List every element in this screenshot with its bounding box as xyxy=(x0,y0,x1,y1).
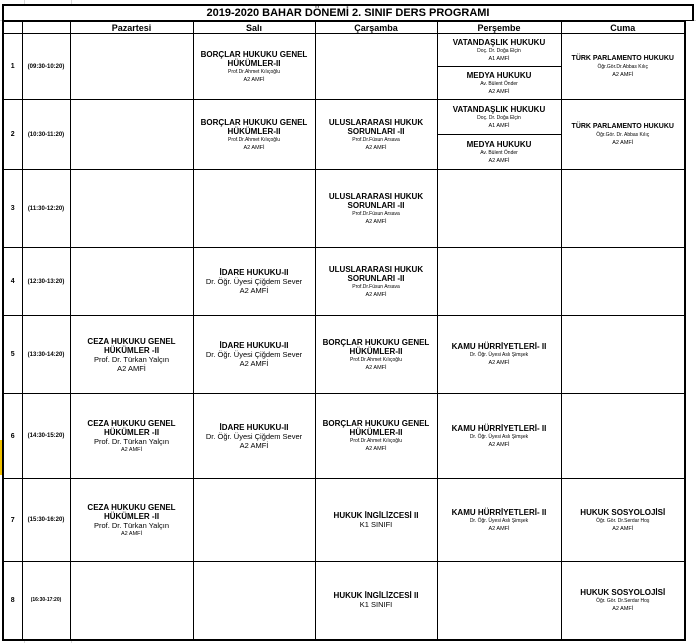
course-room: A2 AMFİ xyxy=(488,360,510,366)
course-name: KAMU HÜRRİYETLERİ- II xyxy=(451,423,547,433)
slot-number: 5 xyxy=(3,316,22,394)
course-room: A2 AMFİ xyxy=(239,286,269,295)
course-room: A2 AMFİ xyxy=(365,364,387,371)
course-room: A2 AMFİ xyxy=(488,88,510,95)
header-day: Çarşamba xyxy=(315,21,437,34)
course-cell xyxy=(193,34,315,100)
course-instructor: Dr. Öğr. Üyesi Aslı Şimşek xyxy=(469,433,529,440)
course-cell xyxy=(438,66,561,99)
course-name: MEDYA HUKUKU xyxy=(466,70,532,80)
course-cell xyxy=(438,134,561,169)
slot-number: 2 xyxy=(3,100,22,170)
cell-empty xyxy=(70,562,193,640)
cell-empty xyxy=(437,248,561,316)
course-instructor: Prof.Dr.Füsun Arsava xyxy=(352,136,400,143)
course-instructor: Prof.Dr.Ahmet Kılıçoğlu xyxy=(228,136,280,143)
course-room: A2 AMFİ xyxy=(488,441,510,448)
course-room: A2 AMFİ xyxy=(243,144,265,151)
course-name: İDARE HUKUKU-II xyxy=(219,268,289,277)
cell-empty xyxy=(437,562,561,640)
slot-time: (13:30-14:20) xyxy=(22,316,70,394)
header-day: Cuma xyxy=(561,21,685,34)
course-cell xyxy=(437,316,561,394)
course-instructor: Dr. Öğr. Üyesi Çiğdem Sever xyxy=(205,350,303,359)
course-room: A2 AMFİ xyxy=(365,144,387,151)
course-room: A2 AMFİ xyxy=(612,605,634,612)
course-cell xyxy=(315,170,437,248)
course-instructor: Prof.Dr.Füsun Arsava xyxy=(352,283,400,290)
course-instructor: Prof.Dr.Füsun Arsava xyxy=(352,210,400,217)
course-name: BORÇLAR HUKUKU GENEL HÜKÜMLER-II xyxy=(322,337,430,356)
split-cell xyxy=(437,34,561,100)
course-name: BORÇLAR HUKUKU GENEL HÜKÜMLER-II xyxy=(322,419,430,437)
course-name: CEZA HUKUKU GENEL HÜKÜMLER -II xyxy=(87,336,176,355)
course-cell xyxy=(561,100,685,170)
slot-number: 3 xyxy=(3,170,22,248)
course-cell xyxy=(193,394,315,479)
slot-number: 4 xyxy=(3,248,22,316)
slot-number: 8 xyxy=(3,562,22,640)
course-cell xyxy=(315,248,437,316)
course-cell xyxy=(193,316,315,394)
course-instructor: Öğr. Gör. Dr.Serdar Hoş xyxy=(596,597,650,604)
course-room: A2 AMFİ xyxy=(488,525,510,532)
course-cell xyxy=(438,100,561,134)
course-room: A1 AMFİ xyxy=(488,55,510,62)
course-name: BORÇLAR HUKUKU GENEL HÜKÜMLER-II xyxy=(200,49,308,68)
cell-empty xyxy=(70,100,193,170)
course-instructor: Prof. Dr. Türkan Yalçın xyxy=(93,354,170,364)
course-room: A2 AMFİ xyxy=(243,76,265,83)
cell-empty xyxy=(561,248,685,316)
course-instructor: Doç. Dr. Doğa Elçin xyxy=(477,47,521,54)
course-name: BORÇLAR HUKUKU GENEL HÜKÜMLER-II xyxy=(200,117,308,136)
course-instructor: Dr. Öğr. Üyesi Aslı Şimşek xyxy=(469,352,529,358)
page-title: 2019-2020 BAHAR DÖNEMİ 2. SINIF DERS PROGRAMI xyxy=(2,4,694,21)
slot-time: (15:30-16:20) xyxy=(22,479,70,562)
course-name: CEZA HUKUKU GENEL HÜKÜMLER -II xyxy=(87,418,176,437)
course-room: A1 AMFİ xyxy=(488,122,510,129)
course-name: İDARE HUKUKU-II xyxy=(219,422,289,432)
cell-empty xyxy=(193,479,315,562)
slot-number: 1 xyxy=(3,34,22,100)
header-day: Pazartesi xyxy=(70,21,193,34)
slot-time: (16:30-17:20) xyxy=(22,562,70,640)
course-instructor: Prof. Dr. Türkan Yalçın xyxy=(93,520,170,530)
course-instructor: Prof.Dr.Ahmet Kılıçoğlu xyxy=(350,438,402,444)
course-name: VATANDAŞLIK HUKUKU xyxy=(452,104,546,114)
course-name: TÜRK PARLAMENTO HUKUKU xyxy=(571,55,674,62)
course-name: HUKUK İNGİLİZCESİ II xyxy=(333,511,419,520)
cell-empty xyxy=(70,34,193,100)
course-room: A2 AMFİ xyxy=(117,363,146,373)
course-cell xyxy=(315,394,437,479)
course-name: TÜRK PARLAMENTO HUKUKU xyxy=(571,123,674,130)
course-instructor: Öğr. Gör. Dr.Serdar Hoş xyxy=(596,517,650,524)
course-room: A2 AMFİ xyxy=(120,530,143,537)
course-name: HUKUK İNGİLİZCESİ II xyxy=(333,591,419,601)
cell-empty xyxy=(561,316,685,394)
header-day: Salı xyxy=(193,21,315,34)
split-cell xyxy=(437,100,561,170)
cell-empty xyxy=(70,248,193,316)
header-day: Perşembe xyxy=(437,21,561,34)
course-name: KAMU HÜRRİYETLERİ- II xyxy=(451,342,547,351)
course-cell xyxy=(315,100,437,170)
course-cell xyxy=(438,34,561,66)
course-instructor: Prof.Dr.Ahmet Kılıçoğlu xyxy=(228,68,280,75)
course-name: HUKUK SOSYOLOJİSİ xyxy=(580,507,666,517)
slot-time: (11:30-12:20) xyxy=(22,170,70,248)
course-cell xyxy=(315,316,437,394)
course-room: A2 AMFİ xyxy=(612,525,634,532)
course-instructor: Dr. Öğr. Üyesi Çiğdem Sever xyxy=(205,431,303,441)
course-cell xyxy=(70,394,193,479)
course-cell xyxy=(315,479,437,562)
course-cell xyxy=(437,479,561,562)
cell-empty xyxy=(70,170,193,248)
course-cell xyxy=(561,562,685,640)
course-instructor: Av. Bülent Önder xyxy=(480,80,518,87)
course-instructor: Prof.Dr.Ahmet Kılıçoğlu xyxy=(350,356,402,363)
course-room: A2 AMFİ xyxy=(612,140,634,146)
course-name: ULUSLARARASI HUKUK SORUNLARI -II xyxy=(328,191,424,210)
header-empty xyxy=(3,21,22,34)
course-room: A2 AMFİ xyxy=(612,72,634,78)
course-name: ULUSLARARASI HUKUK SORUNLARI -II xyxy=(328,117,424,136)
course-room: A2 AMFİ xyxy=(365,446,387,452)
schedule-table xyxy=(2,20,686,641)
course-instructor: Öğr.Gör. Dr. Abbas Kılıç xyxy=(596,132,650,138)
cell-empty xyxy=(561,394,685,479)
slot-time: (14:30-15:20) xyxy=(22,394,70,479)
slot-number: 6 xyxy=(3,394,22,479)
header-empty xyxy=(22,21,70,34)
course-room: A2 AMFİ xyxy=(239,440,269,450)
course-cell xyxy=(561,34,685,100)
course-room: A2 AMFİ xyxy=(488,157,510,164)
cell-empty xyxy=(437,170,561,248)
course-room: A2 AMFİ xyxy=(365,291,387,298)
course-cell xyxy=(193,248,315,316)
course-name: CEZA HUKUKU GENEL HÜKÜMLER -II xyxy=(87,502,176,521)
cell-empty xyxy=(315,34,437,100)
cell-empty xyxy=(561,170,685,248)
slot-time: (09:30-10:20) xyxy=(22,34,70,100)
slot-time: (10:30-11:20) xyxy=(22,100,70,170)
course-name: İDARE HUKUKU-II xyxy=(219,341,289,350)
course-name: KAMU HÜRRİYETLERİ- II xyxy=(451,507,547,517)
course-instructor: Dr. Öğr. Üyesi Çiğdem Sever xyxy=(205,277,303,286)
course-instructor: Av. Bülent Önder xyxy=(480,149,518,156)
course-name: MEDYA HUKUKU xyxy=(466,139,532,149)
slot-number: 7 xyxy=(3,479,22,562)
course-cell xyxy=(70,479,193,562)
course-cell xyxy=(315,562,437,640)
course-room: A2 AMFİ xyxy=(239,359,269,368)
course-room: K1 SINIFI xyxy=(359,520,393,529)
course-instructor: Öğr.Gör.Dr.Abbas Kılıç xyxy=(597,64,649,70)
course-instructor: Prof. Dr. Türkan Yalçın xyxy=(93,436,170,446)
slot-time: (12:30-13:20) xyxy=(22,248,70,316)
course-name: HUKUK SOSYOLOJİSİ xyxy=(580,587,666,597)
course-room: A2 AMFİ xyxy=(120,446,143,453)
course-room: A2 AMFİ xyxy=(365,218,387,225)
course-cell xyxy=(437,394,561,479)
course-cell xyxy=(561,479,685,562)
course-name: VATANDAŞLIK HUKUKU xyxy=(452,37,546,47)
course-cell xyxy=(70,316,193,394)
course-instructor: Dr. Öğr. Üyesi Aslı Şimşek xyxy=(469,517,529,524)
course-name: ULUSLARARASI HUKUK SORUNLARI -II xyxy=(328,264,424,283)
course-room: K1 SINIFI xyxy=(359,600,393,610)
cell-empty xyxy=(193,170,315,248)
course-cell xyxy=(193,100,315,170)
cell-empty xyxy=(193,562,315,640)
course-instructor: Doç. Dr. Doğa Elçin xyxy=(477,114,521,121)
